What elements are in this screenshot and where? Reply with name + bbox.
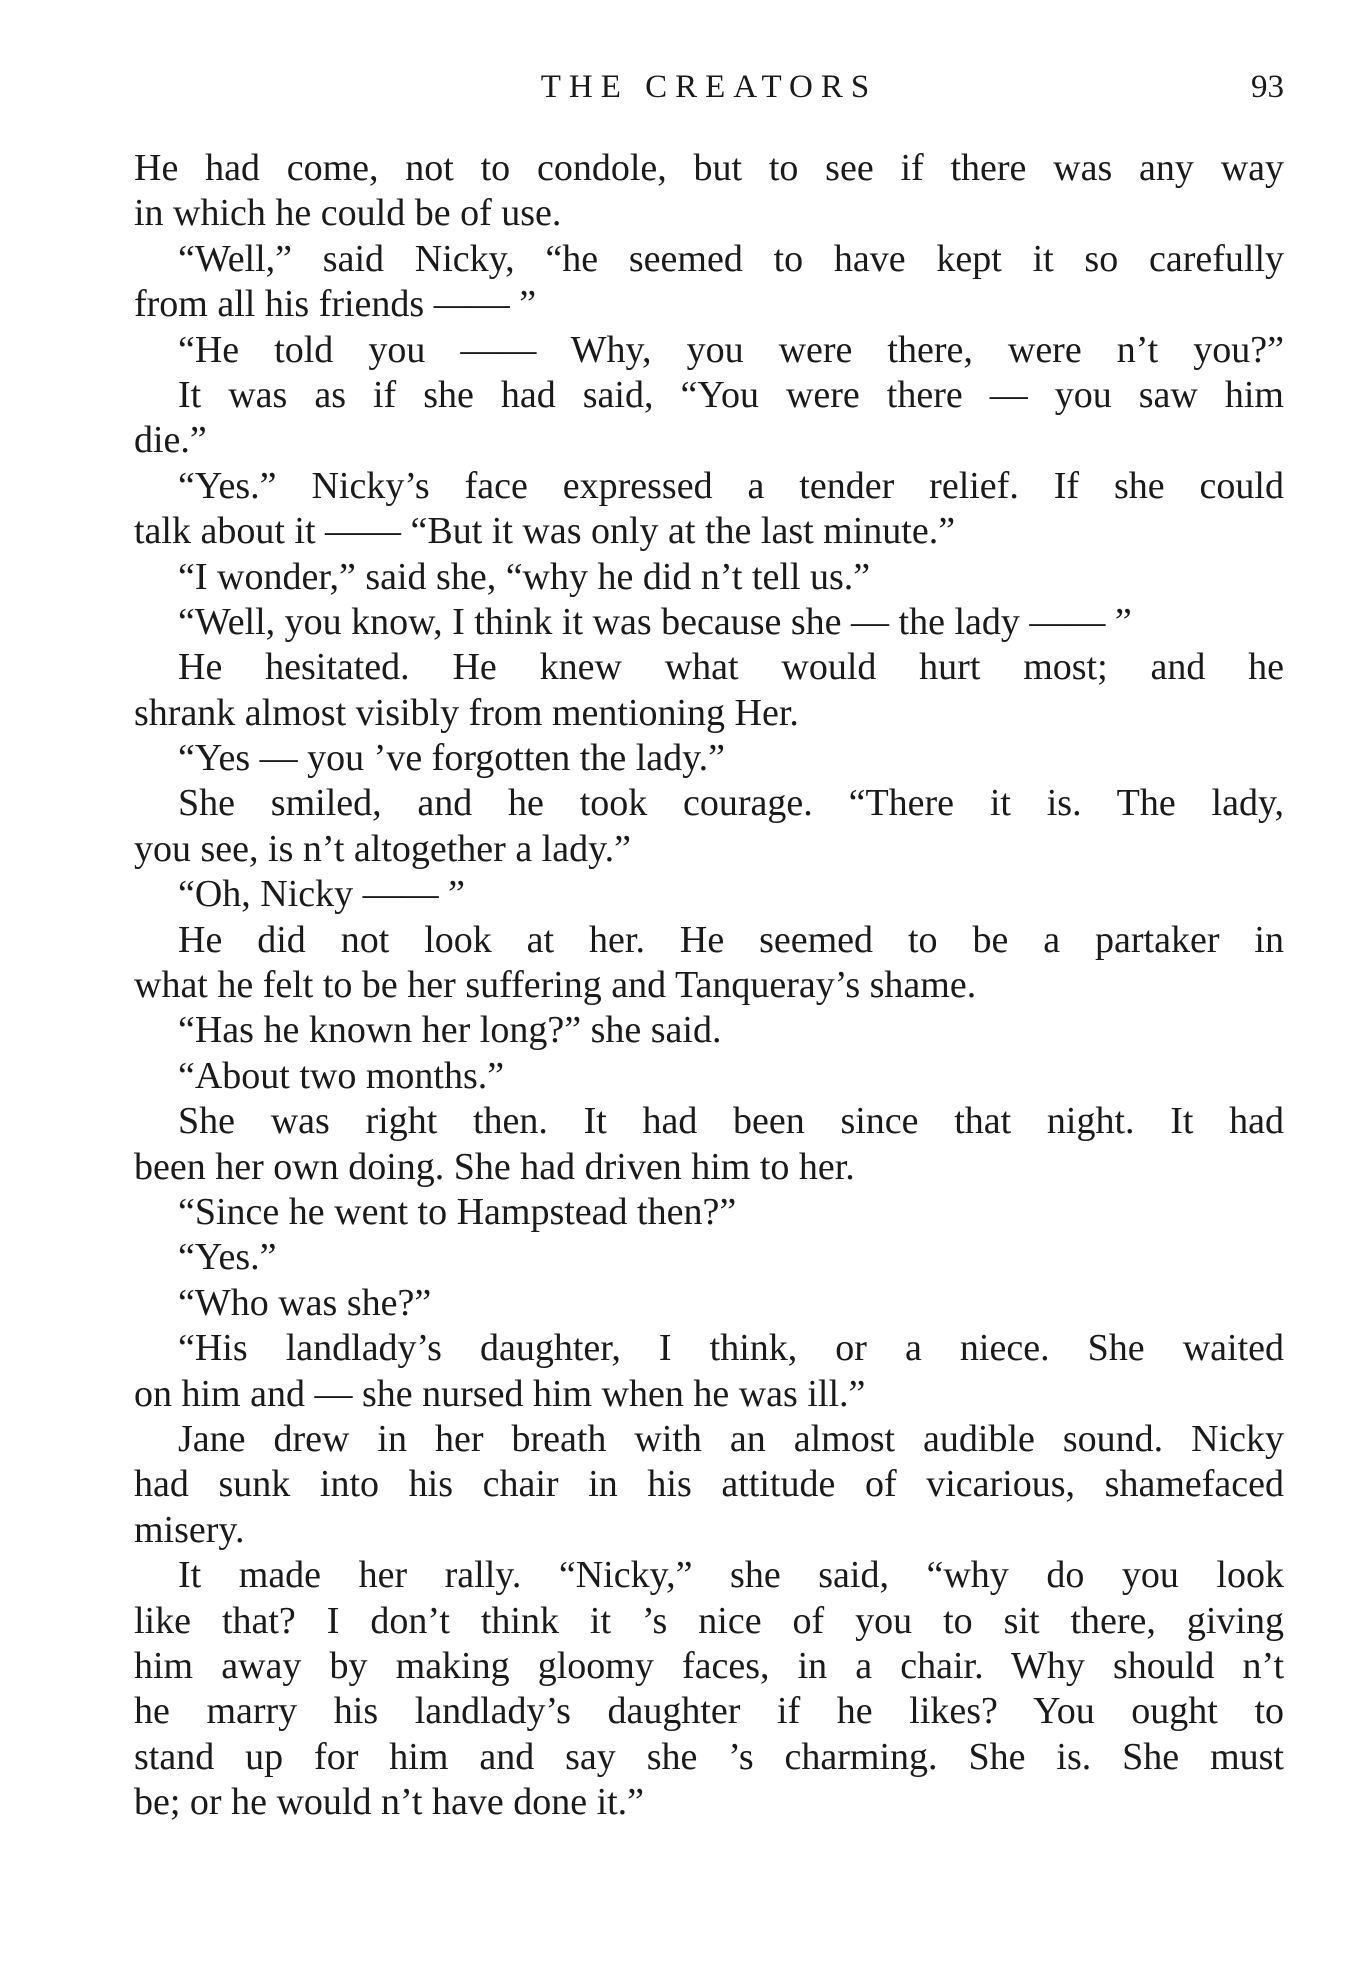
text-line: die.” <box>134 419 207 462</box>
text-line: had sunk into his chair in his attitude of vicarious, shamefaced <box>134 1463 1284 1506</box>
text-line: She smiled, and he took courage. “There it is. The lady, <box>178 782 1284 825</box>
text-line: “About two months.” <box>178 1054 505 1097</box>
text-line: be; or he would n’t have done it.” <box>134 1781 645 1824</box>
text-line: “His landlady’s daughter, I think, or a niece. She waited <box>178 1327 1284 1370</box>
text-line: “Has he known her long?” she said. <box>178 1009 722 1052</box>
text-line: been her own doing. She had driven him to her. <box>134 1145 855 1188</box>
text-line: “He told you —— Why, you were there, were n’t you?” <box>178 328 1284 371</box>
text-line: misery. <box>134 1508 245 1551</box>
text-line: “Who was she?” <box>178 1281 432 1324</box>
text-line: “Well, you know, I think it was because she — the lady —— ” <box>178 600 1132 643</box>
text-line: It made her rally. “Nicky,” she said, “why do you look <box>178 1554 1284 1597</box>
text-line: “I wonder,” said she, “why he did n’t tell us.” <box>178 555 871 598</box>
text-line: He had come, not to condole, but to see if there was any way <box>134 147 1284 189</box>
text-line: like that? I don’t think it ’s nice of you to sit there, giving <box>134 1599 1284 1642</box>
text-line: you see, is n’t altogether a lady.” <box>134 827 632 870</box>
text-line: talk about it —— “But it was only at the last minute.” <box>134 510 956 553</box>
text-line: It was as if she had said, “You were there — you saw him <box>178 373 1284 416</box>
text-line: “Since he went to Hampstead then?” <box>178 1190 737 1233</box>
text-line: Jane drew in her breath with an almost audible sound. Nicky <box>178 1417 1284 1460</box>
page-number: 93 <box>1251 69 1284 105</box>
text-line: He did not look at her. He seemed to be a partaker in <box>178 918 1284 961</box>
body-text <box>134 146 1284 1825</box>
text-line: “Yes.” Nicky’s face expressed a tender relief. If she could <box>178 464 1284 507</box>
text-line: “Yes — you ’ve forgotten the lady.” <box>178 737 726 780</box>
text-line: from all his friends —— ” <box>134 283 537 326</box>
text-line: what he felt to be her suffering and Tanqueray’s shame. <box>134 964 977 1007</box>
text-line: stand up for him and say she ’s charming. She is. She must <box>134 1735 1284 1778</box>
running-title: THE CREATORS <box>540 69 878 105</box>
running-header <box>134 62 1284 112</box>
text-line: “Yes.” <box>178 1236 277 1279</box>
text-line: She was right then. It had been since that night. It had <box>178 1100 1284 1143</box>
text-line: “Well,” said Nicky, “he seemed to have kept it so carefully <box>178 237 1284 280</box>
text-line: He hesitated. He knew what would hurt most; and he <box>178 646 1284 689</box>
text-line: shrank almost visibly from mentioning Her. <box>134 691 799 734</box>
text-line: him away by making gloomy faces, in a chair. Why should n’t <box>134 1644 1284 1687</box>
text-line: “Oh, Nicky —— ” <box>178 873 466 916</box>
text-line: on him and — she nursed him when he was ill.” <box>134 1372 866 1415</box>
text-line: in which he could be of use. <box>134 192 562 235</box>
text-line: he marry his landlady’s daughter if he likes? You ought to <box>134 1690 1284 1733</box>
